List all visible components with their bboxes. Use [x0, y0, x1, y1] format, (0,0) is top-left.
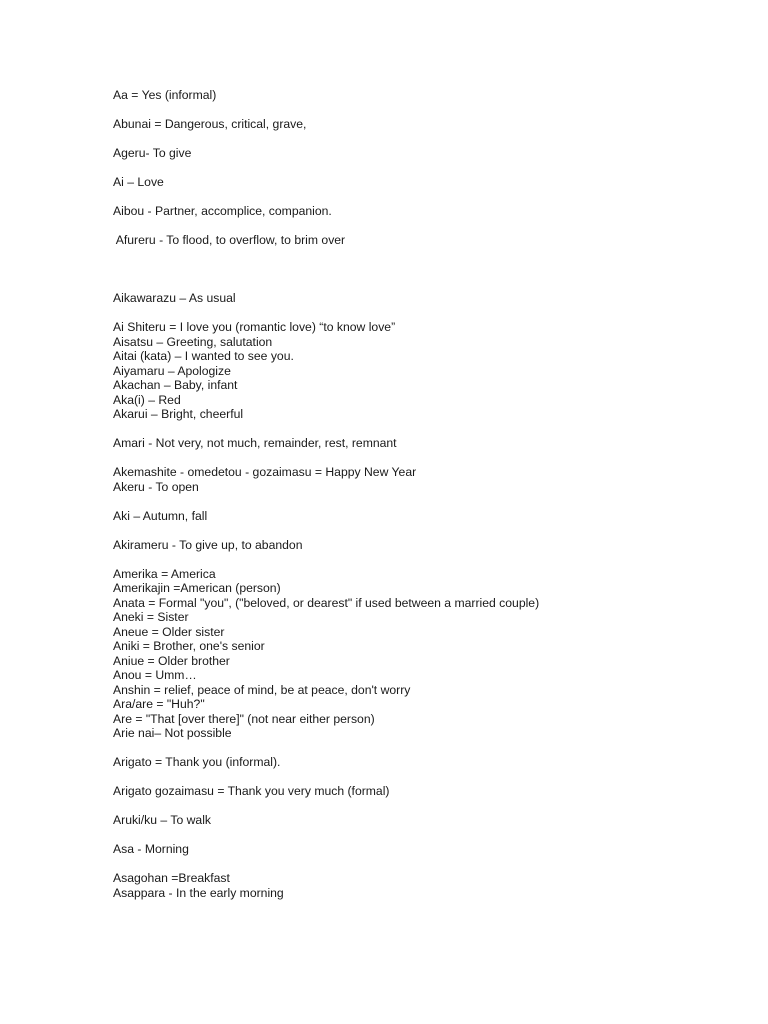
list-item: Aniue = Older brother: [113, 653, 230, 668]
list-item: Akarui – Bright, cheerful: [113, 407, 244, 421]
list-item: Amari - Not very, not much, remainder, rest, remnant: [113, 436, 397, 450]
list-item: Ai – Love: [113, 175, 164, 189]
list-item: Aibou - Partner, accomplice, companion.: [113, 204, 332, 218]
list-item: Aki – Autumn, fall: [113, 508, 208, 523]
list-item: Akeru - To open: [113, 479, 199, 494]
list-item: Arie nai– Not possible: [113, 726, 232, 740]
list-item: Ara/are = "Huh?": [113, 697, 205, 711]
list-item: Amerika = America: [113, 566, 216, 581]
list-item: Arigato = Thank you (informal).: [113, 755, 281, 769]
list-item: Arigato gozaimasu = Thank you very much (formal): [113, 784, 390, 798]
list-item: Asagohan =Breakfast: [113, 871, 230, 885]
list-item: Aikawarazu – As usual: [113, 291, 236, 305]
list-item: Abunai = Dangerous, critical, grave,: [113, 117, 307, 131]
list-item: Ai Shiteru = I love you (romantic love) “to know love”: [113, 320, 396, 334]
list-item: Anshin = relief, peace of mind, be at peace, don't worry: [113, 682, 411, 697]
vocabulary-list: [113, 88, 733, 900]
list-item: Aitai (kata) – I wanted to see you.: [113, 349, 294, 363]
list-item: Aneki = Sister: [113, 610, 189, 624]
list-item: Aiyamaru – Apologize: [113, 363, 231, 378]
list-item: Aa = Yes (informal): [113, 88, 217, 102]
list-item: Ageru- To give: [113, 146, 192, 160]
list-item: Akemashite - omedetou - gozaimasu = Happy New Year: [113, 465, 417, 479]
list-item: Aniki = Brother, one's senior: [113, 639, 265, 653]
list-item: Asa - Morning: [113, 842, 189, 856]
list-item: Aka(i) – Red: [113, 392, 181, 407]
list-item: Afureru - To flood, to overflow, to brim over: [113, 233, 346, 247]
list-item: Aneue = Older sister: [113, 624, 225, 639]
list-item: Aruki/ku – To walk: [113, 813, 211, 827]
list-item: Anou = Umm…: [113, 668, 197, 682]
list-item: Anata = Formal "you", ("beloved, or dearest" if used between a married couple): [113, 595, 540, 610]
list-item: Amerikajin =American (person): [113, 581, 281, 595]
list-item: Are = "That [over there]" (not near either person): [113, 711, 375, 726]
list-item: Akirameru - To give up, to abandon: [113, 537, 303, 552]
list-item: Asappara - In the early morning: [113, 885, 284, 900]
list-item: Akachan – Baby, infant: [113, 378, 238, 392]
list-item: Aisatsu – Greeting, salutation: [113, 334, 273, 349]
